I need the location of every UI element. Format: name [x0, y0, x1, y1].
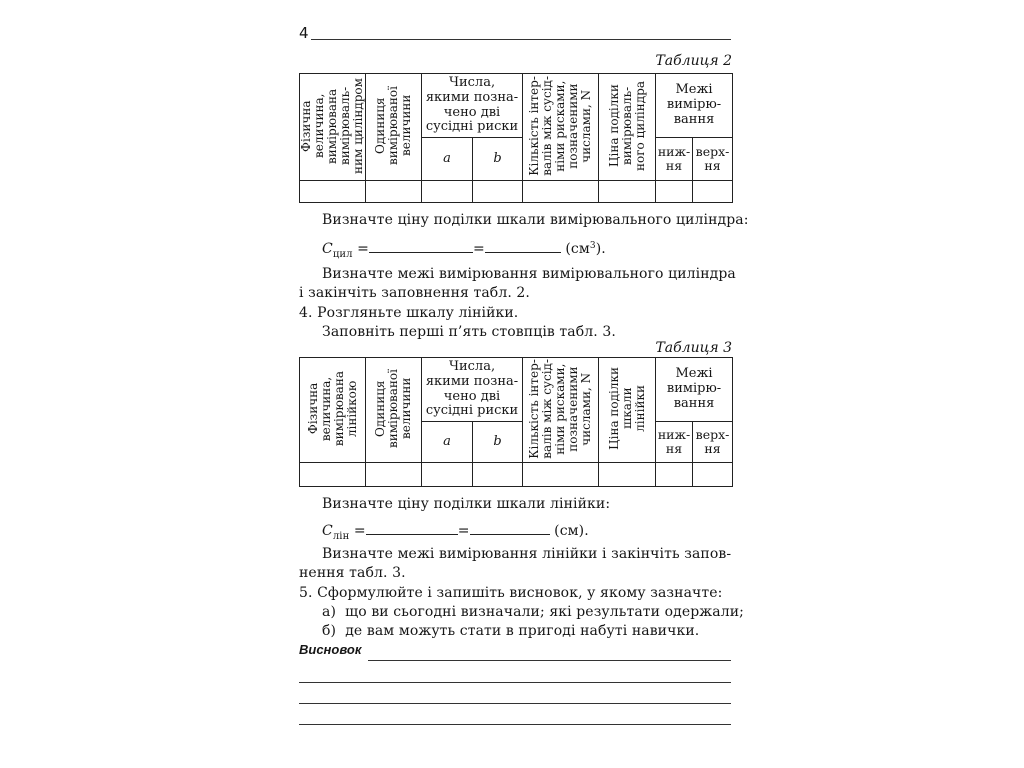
table3-header-upper: верх- ня [693, 422, 733, 463]
table2-header-b: b [473, 138, 523, 181]
formula1-subscript: цил [332, 249, 353, 260]
item5-b-text: де вам можуть стати в пригоді набуті навички. [345, 623, 700, 639]
table2-header-numbers: Числа, якими позна- чено дві сусідні риски [422, 74, 523, 138]
table3-header-quantity: Фізична величина, вимірювана лінійкою [300, 358, 366, 463]
instruction-ruler-limits-2: нення табл. 3. [299, 565, 406, 581]
conclusion-writing-line-4[interactable] [299, 724, 731, 725]
formula1-eq2: = [472, 241, 485, 257]
header-rule [311, 39, 731, 40]
formula2-symbol: C [322, 523, 333, 539]
formula2-fraction-blank [366, 522, 458, 535]
item5-point-b [322, 623, 699, 639]
instruction-cylinder-division: Визначте ціну поділки шкали вимірювального циліндра: [322, 212, 749, 228]
conclusion-writing-line-2[interactable] [299, 682, 731, 683]
item5-a-text: що ви сьогодні визначали; які результати одержали; [345, 604, 744, 620]
table2-header-limits: Межі вимірю- вання [656, 74, 733, 138]
page-number: 4 [299, 24, 309, 42]
table3-header-lower: ниж- ня [656, 422, 693, 463]
table3-header-numbers: Числа, якими позна- чено дві сусідні риски [422, 358, 523, 422]
formula-ruler [322, 522, 589, 542]
item4-text: Розгляньте шкалу лінійки. [317, 305, 519, 321]
item4-line1 [299, 305, 518, 321]
table2-header-intervals: Кількість інтер- валів між сусід- німи рисками, позначеними числами, N [523, 74, 599, 181]
formula2-result-blank [470, 522, 550, 535]
item5-line [299, 585, 722, 601]
instruction-ruler-limits-1: Визначте межі вимірювання лінійки і закінчіть запов- [322, 546, 732, 562]
table3-header-unit: Одиниця вимірюваної величини [366, 358, 422, 463]
table3-caption: Таблиця 3 [655, 340, 732, 356]
formula2-eq2: = [457, 523, 470, 539]
table2-header-lower: ниж- ня [656, 138, 693, 181]
item5-point-a [322, 604, 744, 620]
table2-header-quantity: Фізична величина, вимірювана вимірюваль- ним циліндром [300, 74, 366, 181]
conclusion-label: Висновок [299, 642, 362, 657]
formula1-unit: $(см^3)$. [565, 241, 606, 257]
table3-header-a: a [422, 422, 473, 463]
table3-blank-row [300, 463, 733, 487]
table2-caption: Таблиця 2 [655, 53, 732, 69]
conclusion-writing-line-3[interactable] [299, 703, 731, 704]
instruction-ruler-division: Визначте ціну поділки шкали лінійки: [322, 496, 611, 512]
formula2-unit: (см). [554, 523, 589, 539]
table2 [299, 73, 733, 203]
table2-header-unit: Одиниця вимірюваної величини [366, 74, 422, 181]
formula1-eq1: = [357, 241, 369, 257]
table3 [299, 357, 733, 487]
instruction-cylinder-limits-1: Визначте межі вимірювання вимірювального циліндра [322, 266, 736, 282]
table2-header-division: Ціна поділки вимірюваль- ного циліндра [599, 74, 656, 181]
item5-b-label: б) [322, 623, 337, 639]
table2-header-upper: верх- ня [693, 138, 733, 181]
conclusion-writing-line-1[interactable] [368, 660, 731, 661]
formula2-eq1: = [353, 523, 366, 539]
item4-line2: Заповніть перші п’ять стовпців табл. 3. [322, 324, 616, 340]
table3-header-b: b [473, 422, 523, 463]
table2-blank-row [300, 181, 733, 203]
formula2-subscript: лін [332, 531, 350, 542]
item5-text: Сформулюйте і запишіть висновок, у якому зазначте: [317, 585, 723, 601]
table2-header-a: a [422, 138, 473, 181]
instruction-cylinder-limits-2: і закінчіть заповнення табл. 2. [299, 285, 530, 301]
item4-number: 4. [299, 305, 313, 321]
formula1-result-blank [485, 240, 561, 253]
formula1-fraction-blank [369, 240, 473, 253]
formula1-symbol: C [322, 241, 333, 257]
item5-a-label: а) [322, 604, 337, 620]
item5-number: 5. [299, 585, 313, 601]
table3-header-intervals: Кількість інтер- валів між сусід- німи рисками, позначеними числами, N [523, 358, 599, 463]
formula-cylinder [322, 240, 606, 260]
table3-header-limits: Межі вимірю- вання [656, 358, 733, 422]
table3-header-division: Ціна поділки шкали лінійки [599, 358, 656, 463]
